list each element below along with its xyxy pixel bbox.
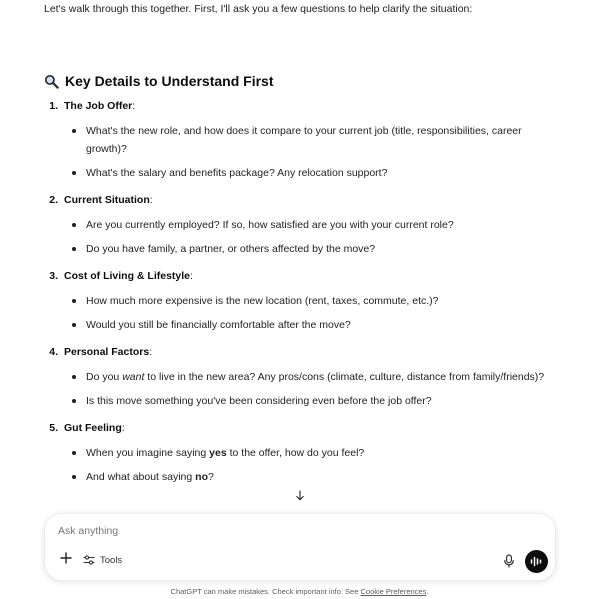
item-title-text: Gut Feeling	[64, 422, 122, 434]
bullet-text: Do you have family, a partner, or others affected by the move?	[86, 243, 376, 255]
bullet-list	[44, 292, 564, 334]
bullet-text: When you imagine saying yes to the offer, how do you feel?	[86, 447, 365, 459]
emphasis: no	[195, 471, 208, 483]
item-title	[64, 98, 135, 114]
magnifier-icon	[44, 74, 59, 89]
voice-mode-button[interactable]	[525, 550, 548, 573]
bullet-text: Are you currently employed? If so, how satisfied are you with your current role?	[86, 219, 454, 231]
bullet-item	[68, 368, 564, 386]
arrow-down-icon	[295, 490, 305, 501]
bullet-list	[44, 368, 564, 410]
disclaimer-text: ChatGPT can make mistakes. Check important info. See	[170, 587, 361, 596]
bullet-dot	[72, 247, 76, 251]
bullet-dot	[72, 475, 76, 479]
bullet-dot	[72, 129, 76, 133]
intro-text: Let's walk through this together. First, I'll ask you a few questions to help clarify the situation:	[44, 3, 473, 15]
item-title-suffix: :	[190, 270, 193, 282]
item-title-suffix: :	[121, 422, 125, 434]
item-title-text: Current Situation	[64, 194, 150, 206]
item-title-text: Cost of Living & Lifestyle	[64, 270, 191, 282]
item-title-text: Personal Factors	[64, 346, 150, 358]
bullet-text: What's the new role, and how does it compare to your current job (title, responsibilities, career growth)?	[86, 125, 522, 155]
bullet-dot	[72, 399, 76, 403]
item-number: 1.	[49, 100, 58, 112]
microphone-icon	[503, 554, 515, 568]
tools-label: Tools	[100, 554, 123, 566]
bullet-dot	[72, 375, 76, 379]
item-number: 3.	[49, 270, 58, 282]
bullet-list	[44, 444, 564, 486]
composer	[44, 513, 556, 581]
bullet-dot	[72, 323, 76, 327]
bullet-dot	[72, 171, 76, 175]
bullet-text: What's the salary and benefits package? Any relocation support?	[86, 167, 388, 179]
bullet-dot	[72, 451, 76, 455]
key-detail-item	[44, 344, 564, 410]
key-details-list	[44, 98, 564, 486]
message-content	[44, 98, 564, 496]
key-detail-title	[44, 420, 564, 436]
section-title: Key Details to Understand First	[65, 73, 274, 89]
bullet-text: How much more expensive is the new location (rent, taxes, commute, etc.)?	[86, 295, 439, 307]
bullet-list	[44, 216, 564, 258]
key-detail-item	[44, 98, 564, 182]
item-title	[64, 192, 153, 208]
scroll-down-button[interactable]	[292, 487, 308, 503]
bullet-item	[68, 316, 564, 334]
item-title-suffix: :	[149, 194, 153, 206]
item-title-suffix: :	[149, 346, 153, 358]
item-number: 4.	[49, 346, 58, 358]
add-button[interactable]	[58, 552, 74, 568]
key-detail-title	[44, 98, 564, 114]
key-detail-item	[44, 420, 564, 486]
bullet-item	[68, 392, 564, 410]
dictate-button[interactable]	[503, 554, 515, 568]
plus-icon	[60, 552, 72, 564]
key-detail-item	[44, 268, 564, 334]
key-detail-title	[44, 192, 564, 208]
bullet-list	[44, 122, 564, 182]
key-detail-title	[44, 268, 564, 284]
bullet-item	[68, 444, 564, 462]
bullet-text: Do you want to live in the new area? Any pros/cons (climate, culture, distance from family/friends)?	[86, 371, 545, 383]
bullet-text: And what about saying no?	[86, 471, 214, 483]
disclaimer-footer	[0, 587, 599, 596]
section-heading	[44, 73, 274, 89]
cookie-preferences-link[interactable]: Cookie Preferences	[360, 587, 427, 596]
item-title-suffix: :	[132, 100, 136, 112]
item-title	[64, 420, 125, 436]
bullet-item	[68, 164, 564, 182]
sliders-icon	[83, 554, 95, 566]
bullet-item	[68, 292, 564, 310]
key-detail-item	[44, 192, 564, 258]
item-number: 5.	[49, 422, 58, 434]
tools-button[interactable]	[83, 554, 122, 566]
bullet-dot	[72, 299, 76, 303]
bullet-item	[68, 122, 564, 158]
emphasis: want	[122, 371, 145, 383]
key-detail-title	[44, 344, 564, 360]
bullet-item	[68, 240, 564, 258]
bullet-dot	[72, 223, 76, 227]
item-title	[64, 268, 193, 284]
waveform-icon	[530, 556, 543, 567]
bullet-text: Would you still be financially comfortable after the move?	[86, 319, 351, 331]
item-number: 2.	[49, 194, 58, 206]
bullet-text: Is this move something you've been considering even before the job offer?	[86, 395, 432, 407]
emphasis: yes	[209, 447, 227, 459]
item-title	[64, 344, 152, 360]
bullet-item	[68, 216, 564, 234]
disclaimer-end: .	[426, 587, 429, 596]
item-title-text: The Job Offer	[64, 100, 133, 112]
prompt-input[interactable]	[58, 525, 358, 537]
bullet-item	[68, 468, 564, 486]
